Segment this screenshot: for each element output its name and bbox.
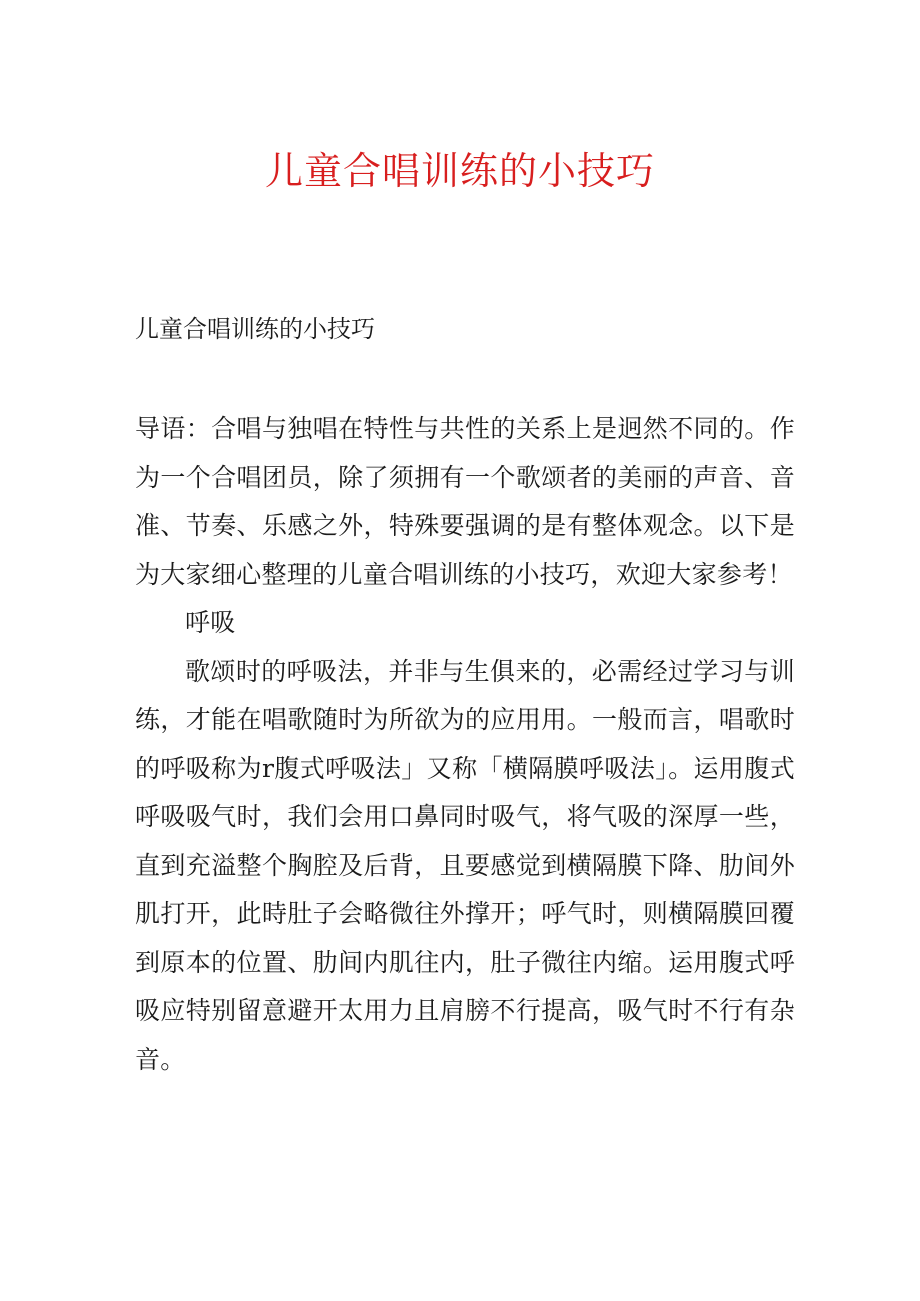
section-heading-breathing: 呼吸 [185,608,236,637]
document-body [135,405,795,1084]
document-subtitle: 儿童合唱训练的小技巧 [135,315,375,343]
intro-paragraph: 导语：合唱与独唱在特性与共性的关系上是迥然不同的。作为一个合唱团员，除了须拥有一个歌颂者的美丽的声音、音准、节奏、乐感之外，特殊要强调的是有整体观念。以下是为大家细心整理的儿童合唱训练的小技巧，欢迎大家参考！ [135,414,795,589]
page-title: 儿童合唱训练的小技巧 [264,149,655,193]
breathing-paragraph: 歌颂时的呼吸法，并非与生俱来的，必需经过学习与训练，才能在唱歌随时为所欲为的应用用。一般而言，唱歌时的呼吸称为r腹式呼吸法」又称「横隔膜呼吸法」。运用腹式呼吸吸气时，我们会用口鼻同时吸气，将气吸的深厚一些，直到充溢整个胸腔及后背，且要感觉到横隔膜下降、肋间外肌打开，此時肚子会略微往外撑开；呼气时，则横隔膜回覆到原本的位置、肋间内肌往内，肚子微往内缩。运用腹式呼吸应特别留意避开太用力且肩膀不行提高，吸气时不行有杂音。 [135,656,795,1074]
